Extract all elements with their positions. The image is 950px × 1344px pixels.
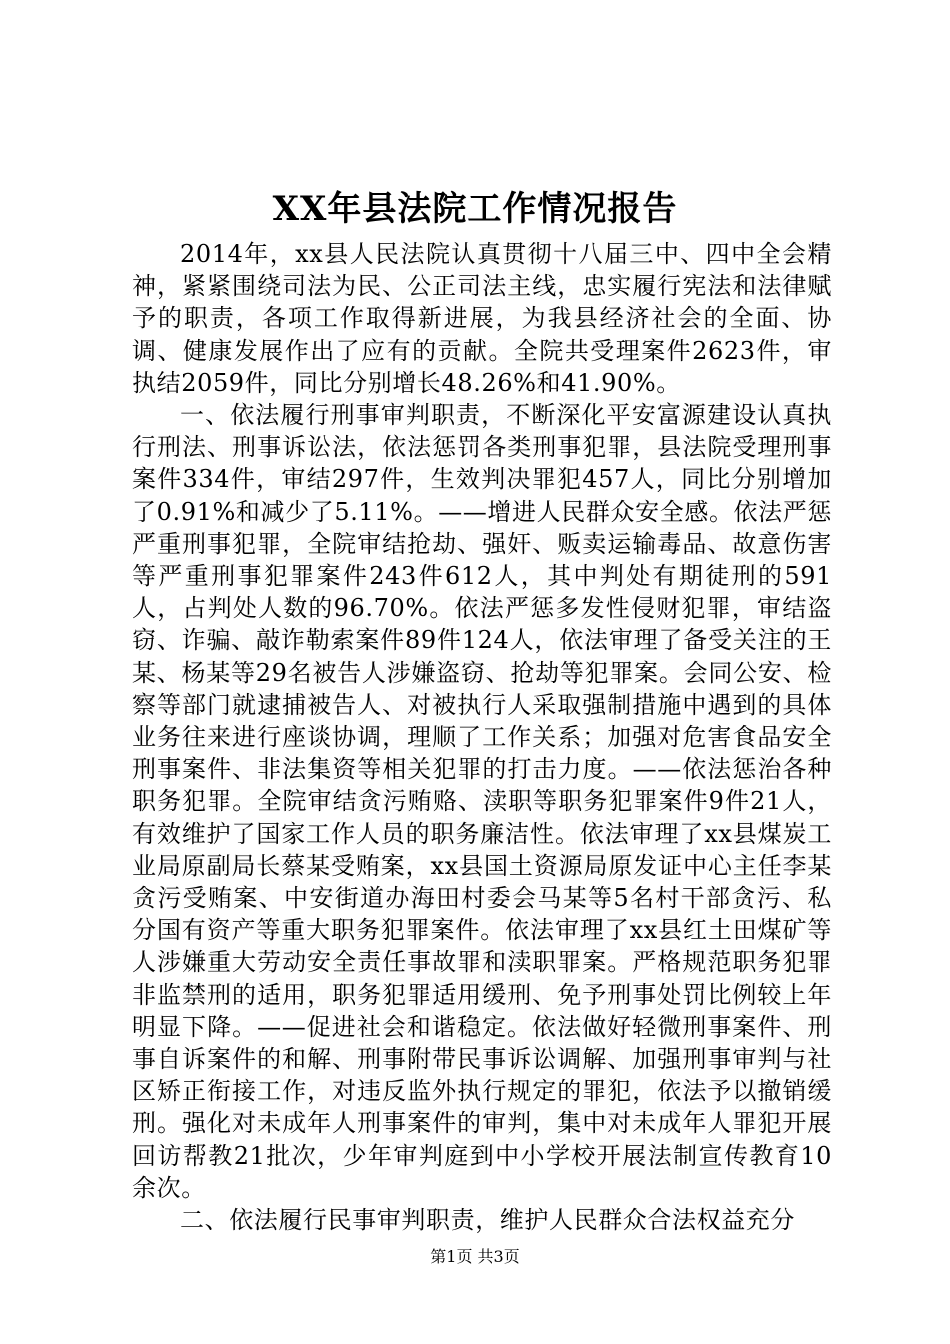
paragraph-criminal-trial: 一、依法履行刑事审判职责，不断深化平安富源建设认真执行刑法、刑事诉讼法，依法惩罚各类刑事犯罪，县法院受理刑事案件334件，审结297件，生效判决罪犯457人，同比分别增加了0.91%和减少了5.11%。——增进人民群众安全感。依法严惩严重刑事犯罪，全院审结抢劫、强奸、贩卖运输毒品、故意伤害等严重刑事犯罪案件243件612人，其中判处有期徒刑的591人，占判处人数的96.70%。依法严惩多发性侵财犯罪，审结盗窃、诈骗、敲诈勒索案件89件124人，依法审理了备受关注的王某、杨某等29名被告人涉嫌盗窃、抢劫等犯罪案。会同公安、检察等部门就逮捕被告人、对被执行人采取强制措施中遇到的具体业务往来进行座谈协调，理顺了工作关系；加强对危害食品安全刑事案件、非法集资等相关犯罪的打击力度。——依法惩治各种职务犯罪。全院审结贪污贿赂、渎职等职务犯罪案件9件21人，有效维护了国家工作人员的职务廉洁性。依法审理了xx县煤炭工业局原副局长蔡某受贿案，xx县国土资源局原发证中心主任李某贪污受贿案、中安街道办海田村委会马某等5名村干部贪污、私分国有资产等重大职务犯罪案件。依法审理了xx县红土田煤矿等人涉嫌重大劳动安全责任事故罪和渎职罪案。严格规范职务犯罪非监禁刑的适用，职务犯罪适用缓刑、免予刑事处罚比例较上年明显下降。——促进社会和谐稳定。依法做好轻微刑事案件、刑事自诉案件的和解、刑事附带民事诉讼调解、加强刑事审判与社区矫正衔接工作，对违反监外执行规定的罪犯，依法予以撤销缓刑。强化对未成年人刑事案件的审判，集中对未成年人罪犯开展回访帮教21批次，少年审判庭到中小学校开展法制宣传教育10余次。 bbox=[132, 401, 832, 1202]
document-title: XX年县法院工作情况报告 bbox=[272, 189, 678, 229]
page-number: 第1页 共3页 bbox=[430, 1247, 520, 1266]
document-body bbox=[132, 238, 832, 1236]
paragraph-civil-trial: 二、依法履行民事审判职责，维护人民群众合法权益充分 bbox=[180, 1206, 795, 1235]
paragraph-intro: 2014年，xx县人民法院认真贯彻十八届三中、四中全会精神，紧紧围绕司法为民、公正司法主线，忠实履行宪法和法律赋予的职责，各项工作取得新进展，为我县经济社会的全面、协调、健康发展作出了应有的贡献。全院共受理案件2623件，审执结2059件，同比分别增长48.26%和41.90%。 bbox=[132, 240, 832, 397]
